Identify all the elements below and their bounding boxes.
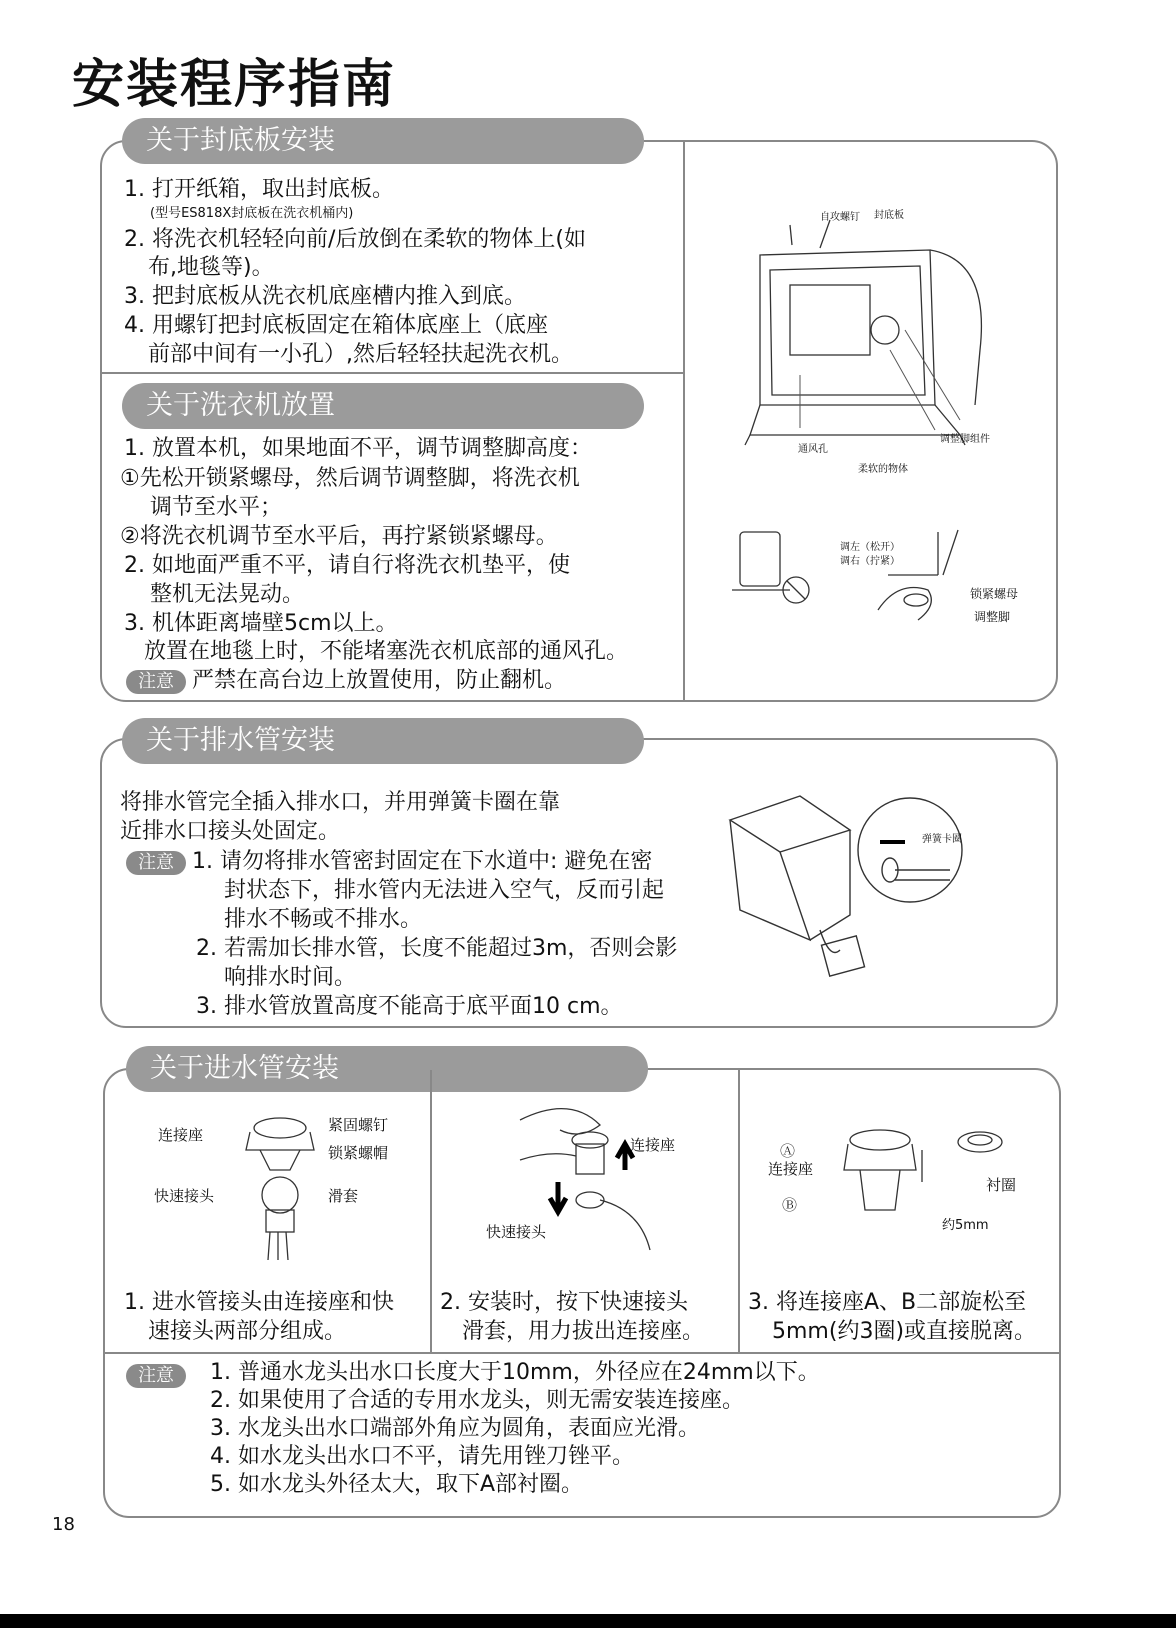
section4-note-line: 2. 如果使用了合适的专用水龙头，则无需安装连接座。: [210, 1388, 744, 1413]
note-text: 1. 请勿将排水管密封固定在下水道中: 避免在密: [192, 849, 653, 874]
label-quick-joint: 快速接头: [154, 1187, 215, 1205]
section1-line: (型号ES818X封底板在洗衣机桶内): [150, 206, 354, 221]
label-lining: 衬圈: [986, 1176, 1017, 1194]
section4-note-line: 4. 如水龙头出水口不平，请先用锉刀锉平。: [210, 1444, 634, 1469]
label-right-tighten: 调右（拧紧）: [840, 556, 900, 567]
section2-line: 3. 机体距离墙壁5cm以上。: [124, 611, 398, 636]
section2-line: ①先松开锁紧螺母，然后调节调整脚，将洗衣机: [120, 466, 580, 491]
label-foot-assembly: 调整脚组件: [940, 434, 990, 445]
step3-line: 3. 将连接座A、B二部旋松至: [748, 1290, 1027, 1315]
label-lock-cap: 锁紧螺帽: [328, 1144, 389, 1162]
section2-tab: 关于洗衣机放置: [122, 383, 644, 429]
section3-line: 近排水口接头处固定。: [120, 819, 341, 844]
divider: [738, 1070, 740, 1352]
divider: [683, 142, 685, 700]
step2-line: 2. 安装时，按下快速接头: [440, 1290, 688, 1315]
label-a-mark: Ⓐ: [780, 1142, 796, 1160]
divider: [430, 1070, 432, 1352]
label-lock-nut: 锁紧螺母: [970, 587, 1019, 601]
section2-line: 调节至水平；: [150, 495, 283, 520]
label-screw: 自攻螺钉: [820, 212, 860, 223]
section3-note-line: 封状态下，排水管内无法进入空气，反而引起: [224, 878, 665, 903]
page-title: 安装程序指南: [72, 55, 397, 115]
drain-figure: [720, 790, 1010, 980]
note-text: 严禁在高台边上放置使用，防止翻机。: [192, 668, 567, 693]
section1-line: 1. 打开纸箱，取出封底板。: [124, 177, 394, 202]
label-connector-seat-2: 连接座: [630, 1136, 676, 1154]
step2-line: 滑套，用力拔出连接座。: [462, 1319, 705, 1344]
section3-note-line: 排水不畅或不排水。: [224, 907, 423, 932]
label-connector-seat-3: 连接座: [768, 1160, 814, 1178]
section4-note-line: 1. 普通水龙头出水口长度大于10mm，外径应在24mm以下。: [210, 1360, 820, 1385]
section2-line: 2. 如地面严重不平，请自行将洗衣机垫平，使: [124, 553, 570, 578]
label-set-screw: 紧固螺钉: [328, 1116, 389, 1134]
bottom-bar: [0, 1614, 1176, 1628]
section1-tab: 关于封底板安装: [122, 118, 644, 164]
section3-line: 将排水管完全插入排水口，并用弹簧卡圈在靠: [120, 790, 561, 815]
step3-line: 5mm(约3圈)或直接脱离。: [772, 1319, 1037, 1344]
label-soft-object: 柔软的物体: [858, 464, 908, 475]
section4-note-line: 3. 水龙头出水口端部外角应为圆角，表面应光滑。: [210, 1416, 700, 1441]
note-badge: 注意: [126, 1364, 186, 1388]
section3-note-line: 响排水时间。: [224, 965, 357, 990]
note-badge: 注意: [126, 670, 186, 694]
note-badge: 注意: [126, 851, 186, 875]
label-b-mark: Ⓑ: [782, 1196, 798, 1214]
section2-line: 整机无法晃动。: [150, 582, 305, 607]
label-quick-joint-2: 快速接头: [486, 1223, 547, 1241]
section3-note-line: 2. 若需加长排水管，长度不能超过3m，否则会影: [196, 936, 678, 961]
section2-line: 1. 放置本机，如果地面不平，调节调整脚高度：: [124, 436, 592, 461]
section2-line: 放置在地毯上时，不能堵塞洗衣机底部的通风孔。: [144, 639, 629, 664]
section4-note-line: 5. 如水龙头外径太大，取下A部衬圈。: [210, 1472, 584, 1497]
label-spring-clip: 弹簧卡圈: [922, 834, 962, 845]
step1-line: 速接头两部分组成。: [148, 1319, 347, 1344]
section1-line: 布,地毯等)。: [148, 255, 274, 280]
section4-note: [126, 1360, 192, 1390]
section4-tab: 关于进水管安装: [126, 1046, 648, 1092]
section3-note-line: 3. 排水管放置高度不能高于底平面10 cm。: [196, 994, 623, 1019]
label-adjust-foot: 调整脚: [974, 610, 1011, 624]
label-connector-seat: 连接座: [158, 1126, 204, 1144]
page-number: 18: [52, 1514, 75, 1535]
step1-line: 1. 进水管接头由连接座和快: [124, 1290, 394, 1315]
label-about5: 约5mm: [942, 1218, 989, 1233]
divider: [100, 372, 684, 374]
inlet-parts-figure: [230, 1110, 330, 1260]
label-slide-sleeve: 滑套: [328, 1187, 359, 1205]
label-left-loosen: 调左（松开）: [840, 542, 900, 553]
divider: [105, 1352, 1059, 1354]
section1-line: 3. 把封底板从洗衣机底座槽内推入到底。: [124, 284, 526, 309]
section1-line: 2. 将洗衣机轻轻向前/后放倒在柔软的物体上(如: [124, 227, 586, 252]
section1-line: 前部中间有一小孔）,然后轻轻扶起洗衣机。: [148, 342, 573, 367]
section2-note: [126, 666, 566, 696]
section3-note: [126, 847, 652, 877]
section2-line: ②将洗衣机调节至水平后，再拧紧锁紧螺母。: [120, 524, 558, 549]
label-vent: 通风孔: [798, 444, 828, 455]
label-bottom-plate: 封底板: [874, 210, 904, 221]
section1-line: 4. 用螺钉把封底板固定在箱体底座上（底座: [124, 313, 548, 338]
section3-tab: 关于排水管安装: [122, 718, 644, 764]
